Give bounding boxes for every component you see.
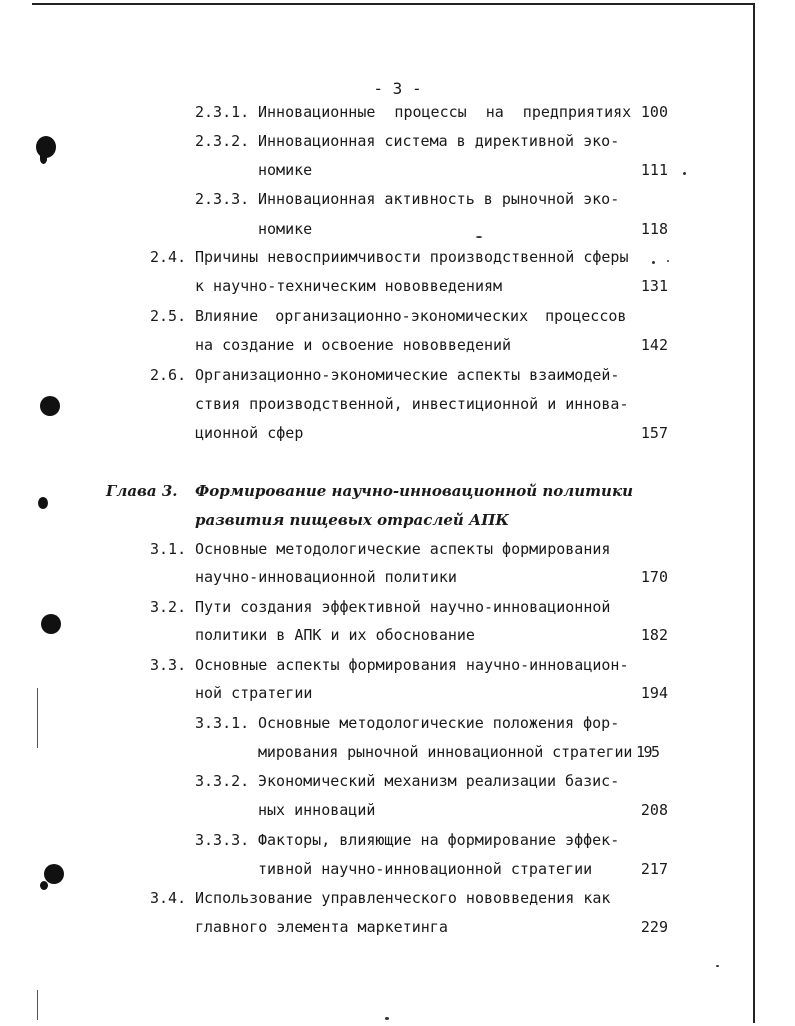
entry-number: 3.3.2. [195,772,250,790]
entry-number: 2.6. [150,366,187,384]
scan-speck [716,965,719,967]
entry-title-line: номике [258,220,313,238]
entry-number: 2.3.2. [195,132,250,150]
scan-streak-1 [37,688,38,748]
entry-title-line: на создание и освоение нововведений [195,336,512,354]
entry-page: 100 [640,103,668,121]
entry-number: 3.4. [150,889,187,907]
entry-title-line: ной стратегии [195,684,313,702]
entry-page: 118 [640,220,668,238]
entry-title-line: главного элемента маркетинга [195,918,448,936]
entry-title-line: Факторы, влияющие на формирование эффек- [258,831,620,849]
entry-title-line: научно-инновационной политики [195,568,457,586]
entry-title-line: Инновационная система в директивной эко- [258,132,620,150]
binder-hole-4 [41,614,61,634]
entry-title-line: Инновационная активность в рыночной эко- [258,190,620,208]
entry-number: 2.5. [150,307,187,325]
entry-title-line: ционной сфер [195,424,304,442]
entry-title-line: ных инноваций [258,801,376,819]
entry-number: 2.3.3. [195,190,250,208]
entry-title-line: политики в АПК и их обоснование [195,626,475,644]
page-right-border [753,3,755,1023]
entry-number: 2.3.1. [195,103,250,121]
entry-page: 131 [640,277,668,295]
entry-page: 157 [640,424,668,442]
page-top-border [32,3,754,5]
page-number: - 3 - [373,79,422,98]
entry-page: 194 [640,684,668,702]
entry-title-line: Причины невосприимчивости производственной сферы [195,248,629,266]
chapter-number: Глава 3. [106,482,178,500]
entry-number: 3.3. [150,656,187,674]
binder-hole-2 [40,396,60,416]
binder-hole-tail [40,154,47,164]
entry-title-line: Основные методологические положения фор- [258,714,620,732]
binder-hole-3 [38,497,48,509]
entry-title-line: Основные аспекты формирования научно-инновацион- [195,656,629,674]
entry-title-line: Организационно-экономические аспекты взаимодей- [195,366,620,384]
entry-number: 2.4. [150,248,187,266]
entry-title-line: Инновационные процессы на предприятиях [258,103,632,121]
entry-title-line: Влияние организационно-экономических процессов [195,307,627,325]
entry-number: 3.1. [150,540,187,558]
entry-page: 217 [640,860,668,878]
entry-title-line: Экономический механизм реализации базис- [258,772,620,790]
scan-streak-2 [37,990,38,1020]
entry-page: 229 [640,918,668,936]
entry-title-line: мирования рыночной инновационной стратегии [258,743,633,761]
entry-title-line: Основные методологические аспекты формирования [195,540,611,558]
entry-number: 3.3.3. [195,831,250,849]
entry-page: 142 [640,336,668,354]
entry-title-line: Использование управленческого нововведения как [195,889,611,907]
entry-page: 182 [640,626,668,644]
entry-number: 3.2. [150,598,187,616]
entry-title-line: к научно-техническим нововведениям [195,277,503,295]
binder-hole-5 [44,864,64,884]
chapter-title-line: Формирование научно-инновационной политики [195,482,634,500]
entry-page: 208 [640,801,668,819]
entry-title-line: тивной научно-инновационной стратегии [258,860,593,878]
binder-hole-5b [40,881,48,890]
entry-title-line: ствия производственной, инвестиционной и иннова- [195,395,629,413]
chapter-title-line: развития пищевых отраслей АПК [195,511,510,529]
scan-speck [476,236,482,238]
entry-title-line: Пути создания эффективной научно-инновационной [195,598,611,616]
entry-page: 170 [640,568,668,586]
scan-speck [652,261,655,264]
scan-speck [385,1017,389,1020]
scan-speck [683,172,686,175]
scan-speck [667,260,669,262]
entry-title-line: номике [258,161,313,179]
entry-page: 195 [636,743,659,761]
entry-number: 3.3.1. [195,714,250,732]
entry-page: 111 [640,161,668,179]
